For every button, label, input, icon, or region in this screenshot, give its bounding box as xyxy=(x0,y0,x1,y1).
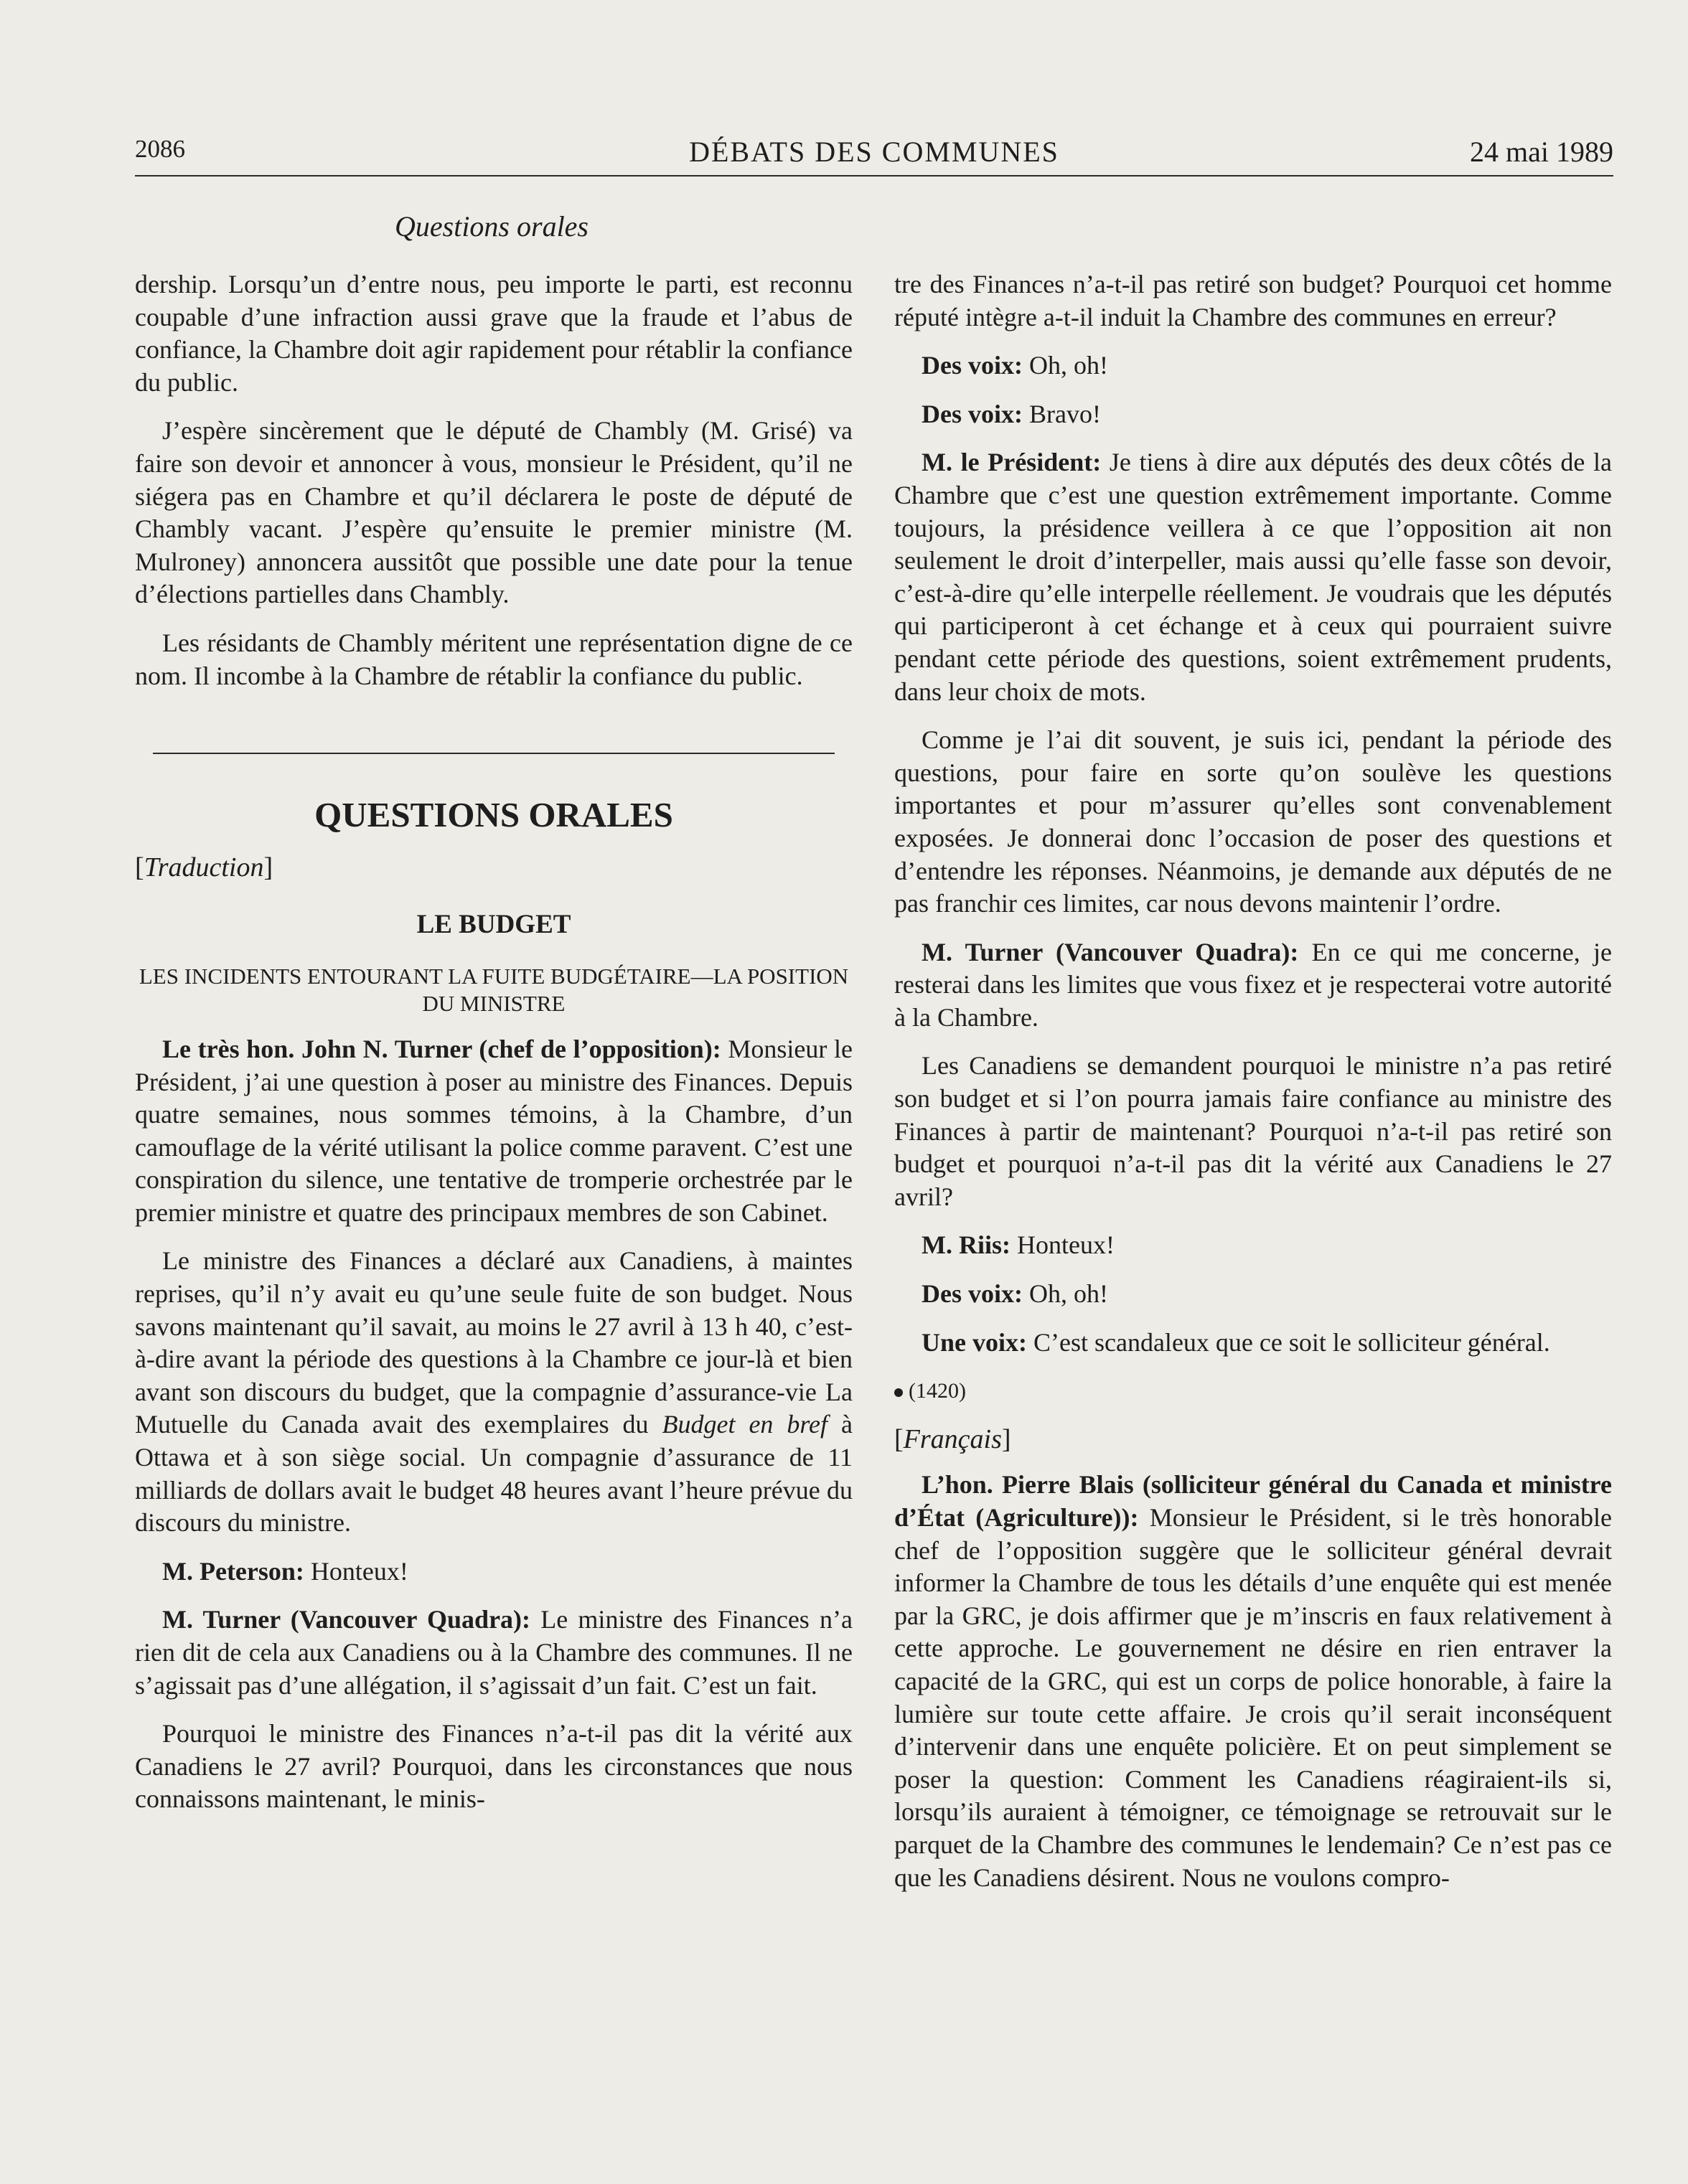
speech-turner: Le très hon. John N. Turner (chef de l’opposition): Monsieur le Président, j’ai une question à poser au ministre des Finances. Depuis quatre semaines, nous sommes témoins, à la Chambre, d’un camouflage de la vérité utilisant la police comme paravent. C’est une conspiration du silence, une tentative de tromperie orchestrée par le premier ministre et quatre des principaux membres de son Cabinet. xyxy=(135,1034,853,1227)
speaker-name: Le très hon. John N. Turner (chef de l’opposition): xyxy=(162,1034,721,1063)
speaker-name: M. Riis: xyxy=(922,1230,1011,1260)
subtopic-heading: LES INCIDENTS ENTOURANT LA FUITE BUDGÉTAIRE—LA POSITION DU MINISTRE xyxy=(139,963,849,1016)
left-column xyxy=(135,268,853,1832)
speech-voices: Des voix: Oh, oh! xyxy=(922,1279,1108,1309)
page-number: 2086 xyxy=(135,135,185,163)
paragraph: Le ministre des Finances a déclaré aux Canadiens, à maintes reprises, qu’il n’y avait eu qu’une seule fuite de son budget. Nous savons maintenant qu’il savait, au moins le 27 avril à 13 h 40, c’est-à-dire avant la période des questions à la Chambre ce jour-là et bien avant son discours du budget, que la compagnie d’assurance-vie La Mutuelle du Canada avait des exemplaires du Budget en bref à Ottawa et à son siège social. Un compagnie d’assurance de 11 milliards de dollars avait le budget 48 heures avant l’heure prévue du discours du ministre. xyxy=(135,1246,853,1538)
speech-riis: M. Riis: Honteux! xyxy=(922,1230,1115,1260)
speech-speaker: M. le Président: Je tiens à dire aux députés des deux côtés de la Chambre que c’est une question extrêmement importante. Comme toujours, la présidence veillera à ce que l’opposition ait non seulement le droit d’interpeller, mais aussi qu’elle fasse son devoir, c’est-à-dire qu’elle interpelle réellement. Je voudrais que les députés qui participeront à cet échange et à ceux qui pourraient suivre pendant cette période des questions, soient extrêmement prudents, dans leur choix de mots. xyxy=(894,448,1612,706)
speaker-name: L’hon. Pierre Blais (solliciteur général du Canada et ministre d’État (Agriculture)): xyxy=(894,1470,1612,1532)
speech-voices: Des voix: Oh, oh! xyxy=(922,351,1108,380)
speaker-name: Des voix: xyxy=(922,399,1023,428)
speaker-name: M. Turner (Vancouver Quadra): xyxy=(922,937,1299,966)
speech-voices: Des voix: Bravo! xyxy=(922,399,1101,428)
speaker-name: Des voix: xyxy=(922,351,1023,380)
paragraph: Les Canadiens se demandent pourquoi le ministre n’a pas retiré son budget et si l’on pourra jamais faire confiance au ministre des Finances à partir de maintenant? Pourquoi n’a-t-il pas retiré son budget et pourquoi n’a-t-il pas dit la vérité aux Canadiens le 27 avril? xyxy=(894,1051,1612,1211)
paragraph: Les résidants de Chambly méritent une représentation digne de ce nom. Il incombe à la Chambre de rétablir la confiance du public. xyxy=(135,628,853,690)
section-title: QUESTIONS ORALES xyxy=(314,795,673,835)
speech-turner-2: M. Turner (Vancouver Quadra): Le ministre des Finances n’a rien dit de cela aux Canadiens ou à la Chambre des communes. Il ne s’agissait pas d’une allégation, il s’agissait d’un fait. C’est un fait. xyxy=(135,1605,853,1700)
sitting-date: 24 mai 1989 xyxy=(1470,136,1613,168)
time-marker: (1420) xyxy=(894,1375,1612,1408)
publication-title: DÉBATS DES COMMUNES xyxy=(689,136,1059,168)
speaker-name: M. Turner (Vancouver Quadra): xyxy=(162,1605,531,1634)
bullet-icon xyxy=(894,1388,903,1397)
paragraph: J’espère sincèrement que le député de Chambly (M. Grisé) va faire son devoir et annoncer à vous, monsieur le Président, qu’il ne siégera pas en Chambre et qu’il déclarera le poste de député de Chambly vacant. J’espère qu’ensuite le premier ministre (M. Mulroney) annoncera aussitôt que possible une date pour la tenue d’élections partielles dans Chambly. xyxy=(135,416,853,609)
paragraph: Pourquoi le ministre des Finances n’a-t-il pas dit la vérité aux Canadiens le 27 avril? Pourquoi, dans les circonstances que nous connaissons maintenant, le minis- xyxy=(135,1719,853,1814)
speaker-name: M. le Président: xyxy=(922,448,1102,477)
topic-heading: LE BUDGET xyxy=(416,910,571,940)
paragraph: dership. Lorsqu’un d’entre nous, peu importe le parti, est reconnu coupable d’une infraction aussi grave que la fraude et l’abus de confiance, la Chambre doit agir rapidement pour rétablir la confiance du public. xyxy=(135,270,853,397)
speech-one-voice: Une voix: C’est scandaleux que ce soit le solliciteur général. xyxy=(922,1327,1550,1357)
running-head: Questions orales xyxy=(395,210,589,243)
paragraph: tre des Finances n’a-t-il pas retiré son budget? Pourquoi cet homme réputé intègre a-t-il induit la Chambre des communes en erreur? xyxy=(894,270,1612,331)
section-divider xyxy=(153,753,835,754)
speech-peterson: M. Peterson: Honteux! xyxy=(162,1556,408,1586)
page-header xyxy=(135,135,1613,176)
speech-turner: M. Turner (Vancouver Quadra): En ce qui me concerne, je resterai dans les limites que vous fixez et je respecterai votre autorité à la Chambre. xyxy=(894,937,1612,1032)
speech-blais: L’hon. Pierre Blais (solliciteur général du Canada et ministre d’État (Agriculture)): Monsieur le Président, si le très honorable chef de l’opposition suggère que le solliciteur général devrait informer la Chambre de tous les détails d’une enquête qui est menée par la GRC, je dois affirmer que je m’inscris en faux relativement à cette approche. Le gouvernement ne désire en rien entraver la capacité de la GRC, qui est un corps de police honorable, à faire la lumière sur toute cette affaire. Je crois qu’il serait inconséquent d’intervenir dans une enquête policière. Et on peut simplement se poser la question: Comment les Canadiens réagiraient-ils si, lorsqu’ils auraient à témoigner, ce témoignage se retrouvait sur le parquet de la Chambre des communes le lendemain? Ce n’est pas ce que les Canadiens désirent. Nous ne voulons compro- xyxy=(894,1470,1612,1892)
speaker-name: Une voix: xyxy=(922,1327,1027,1357)
paragraph: Comme je l’ai dit souvent, je suis ici, pendant la période des questions, pour faire en sorte qu’on soulève les questions importantes et pour m’assurer qu’elles sont convenablement exposées. Je donnerai donc l’occasion de poser des questions et d’entendre les réponses. Néanmoins, je demande aux députés de ne pas franchir ces limites, car nous devons maintenir l’ordre. xyxy=(894,725,1612,918)
language-note: [Français] xyxy=(894,1423,1011,1454)
translation-note: [Traduction] xyxy=(135,852,273,882)
right-column xyxy=(894,268,1612,1910)
speaker-name: M. Peterson: xyxy=(162,1556,304,1586)
speaker-name: Des voix: xyxy=(922,1279,1023,1309)
